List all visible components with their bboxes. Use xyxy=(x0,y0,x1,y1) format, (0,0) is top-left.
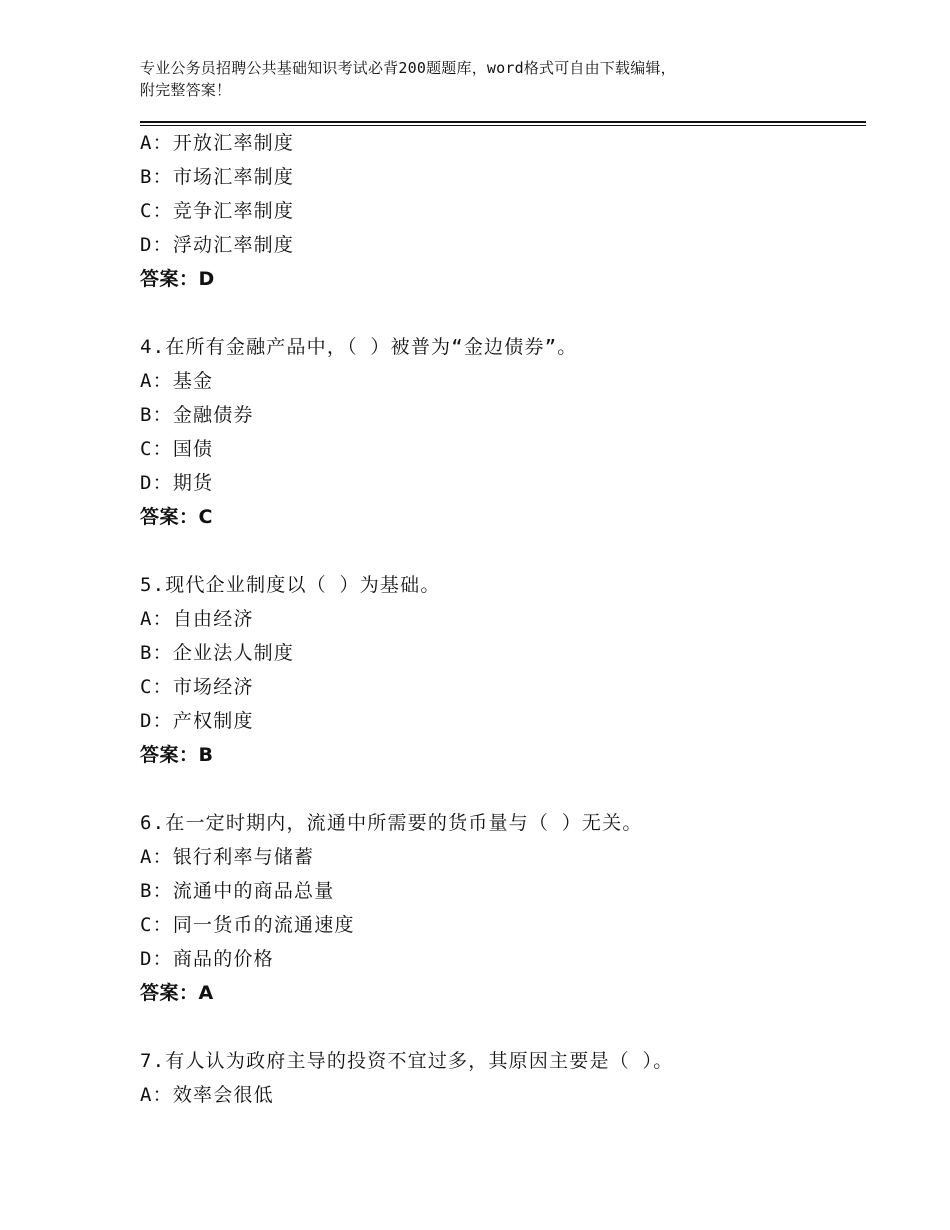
question-spacer xyxy=(140,296,860,330)
question-3-block xyxy=(140,126,860,296)
question-5-option-b: B：企业法人制度 xyxy=(140,642,295,664)
question-4-answer: 答案：C xyxy=(140,506,213,528)
header-title-line-1: 专业公务员招聘公共基础知识考试必背200题题库，word格式可自由下载编辑， xyxy=(140,59,676,77)
question-7-stem: 7.有人认为政府主导的投资不宜过多，其原因主要是（ ）。 xyxy=(140,1050,674,1072)
question-4-stem: 4.在所有金融产品中，（ ）被普为“金边债券”。 xyxy=(140,336,578,358)
question-5-option-c: C：市场经济 xyxy=(140,676,254,698)
question-4-option-a: A：基金 xyxy=(140,370,214,392)
question-6-stem: 6.在一定时期内，流通中所需要的货币量与（ ）无关。 xyxy=(140,812,643,834)
question-6-option-d: D：商品的价格 xyxy=(140,948,274,970)
question-6-option-b: B：流通中的商品总量 xyxy=(140,880,335,902)
header-title-line-2: 附完整答案！ xyxy=(140,81,232,99)
question-5-option-a: A：自由经济 xyxy=(140,608,254,630)
question-6-block xyxy=(140,806,860,1010)
question-7-option-a: A：效率会很低 xyxy=(140,1084,274,1106)
question-6-option-a: A：银行利率与储蓄 xyxy=(140,846,315,868)
question-7-block xyxy=(140,1044,860,1112)
question-3-option-c: C：竞争汇率制度 xyxy=(140,200,295,222)
question-4-block xyxy=(140,330,860,534)
question-4-option-c: C：国债 xyxy=(140,438,214,460)
question-5-answer: 答案：B xyxy=(140,744,214,766)
question-3-option-a: A：开放汇率制度 xyxy=(140,132,295,154)
question-5-block xyxy=(140,568,860,772)
question-spacer xyxy=(140,534,860,568)
question-6-option-c: C：同一货币的流通速度 xyxy=(140,914,355,936)
document-header xyxy=(140,57,820,101)
question-3-option-d: D：浮动汇率制度 xyxy=(140,234,295,256)
question-list xyxy=(140,126,860,1112)
question-5-option-d: D：产权制度 xyxy=(140,710,254,732)
question-5-stem: 5.现代企业制度以（ ）为基础。 xyxy=(140,574,441,596)
question-6-answer: 答案：A xyxy=(140,982,214,1004)
question-4-option-b: B：金融债券 xyxy=(140,404,254,426)
question-spacer xyxy=(140,1010,860,1044)
question-spacer xyxy=(140,772,860,806)
question-3-option-b: B：市场汇率制度 xyxy=(140,166,295,188)
header-divider-thick xyxy=(140,121,866,123)
question-4-option-d: D：期货 xyxy=(140,472,214,494)
question-3-answer: 答案：D xyxy=(140,268,215,290)
